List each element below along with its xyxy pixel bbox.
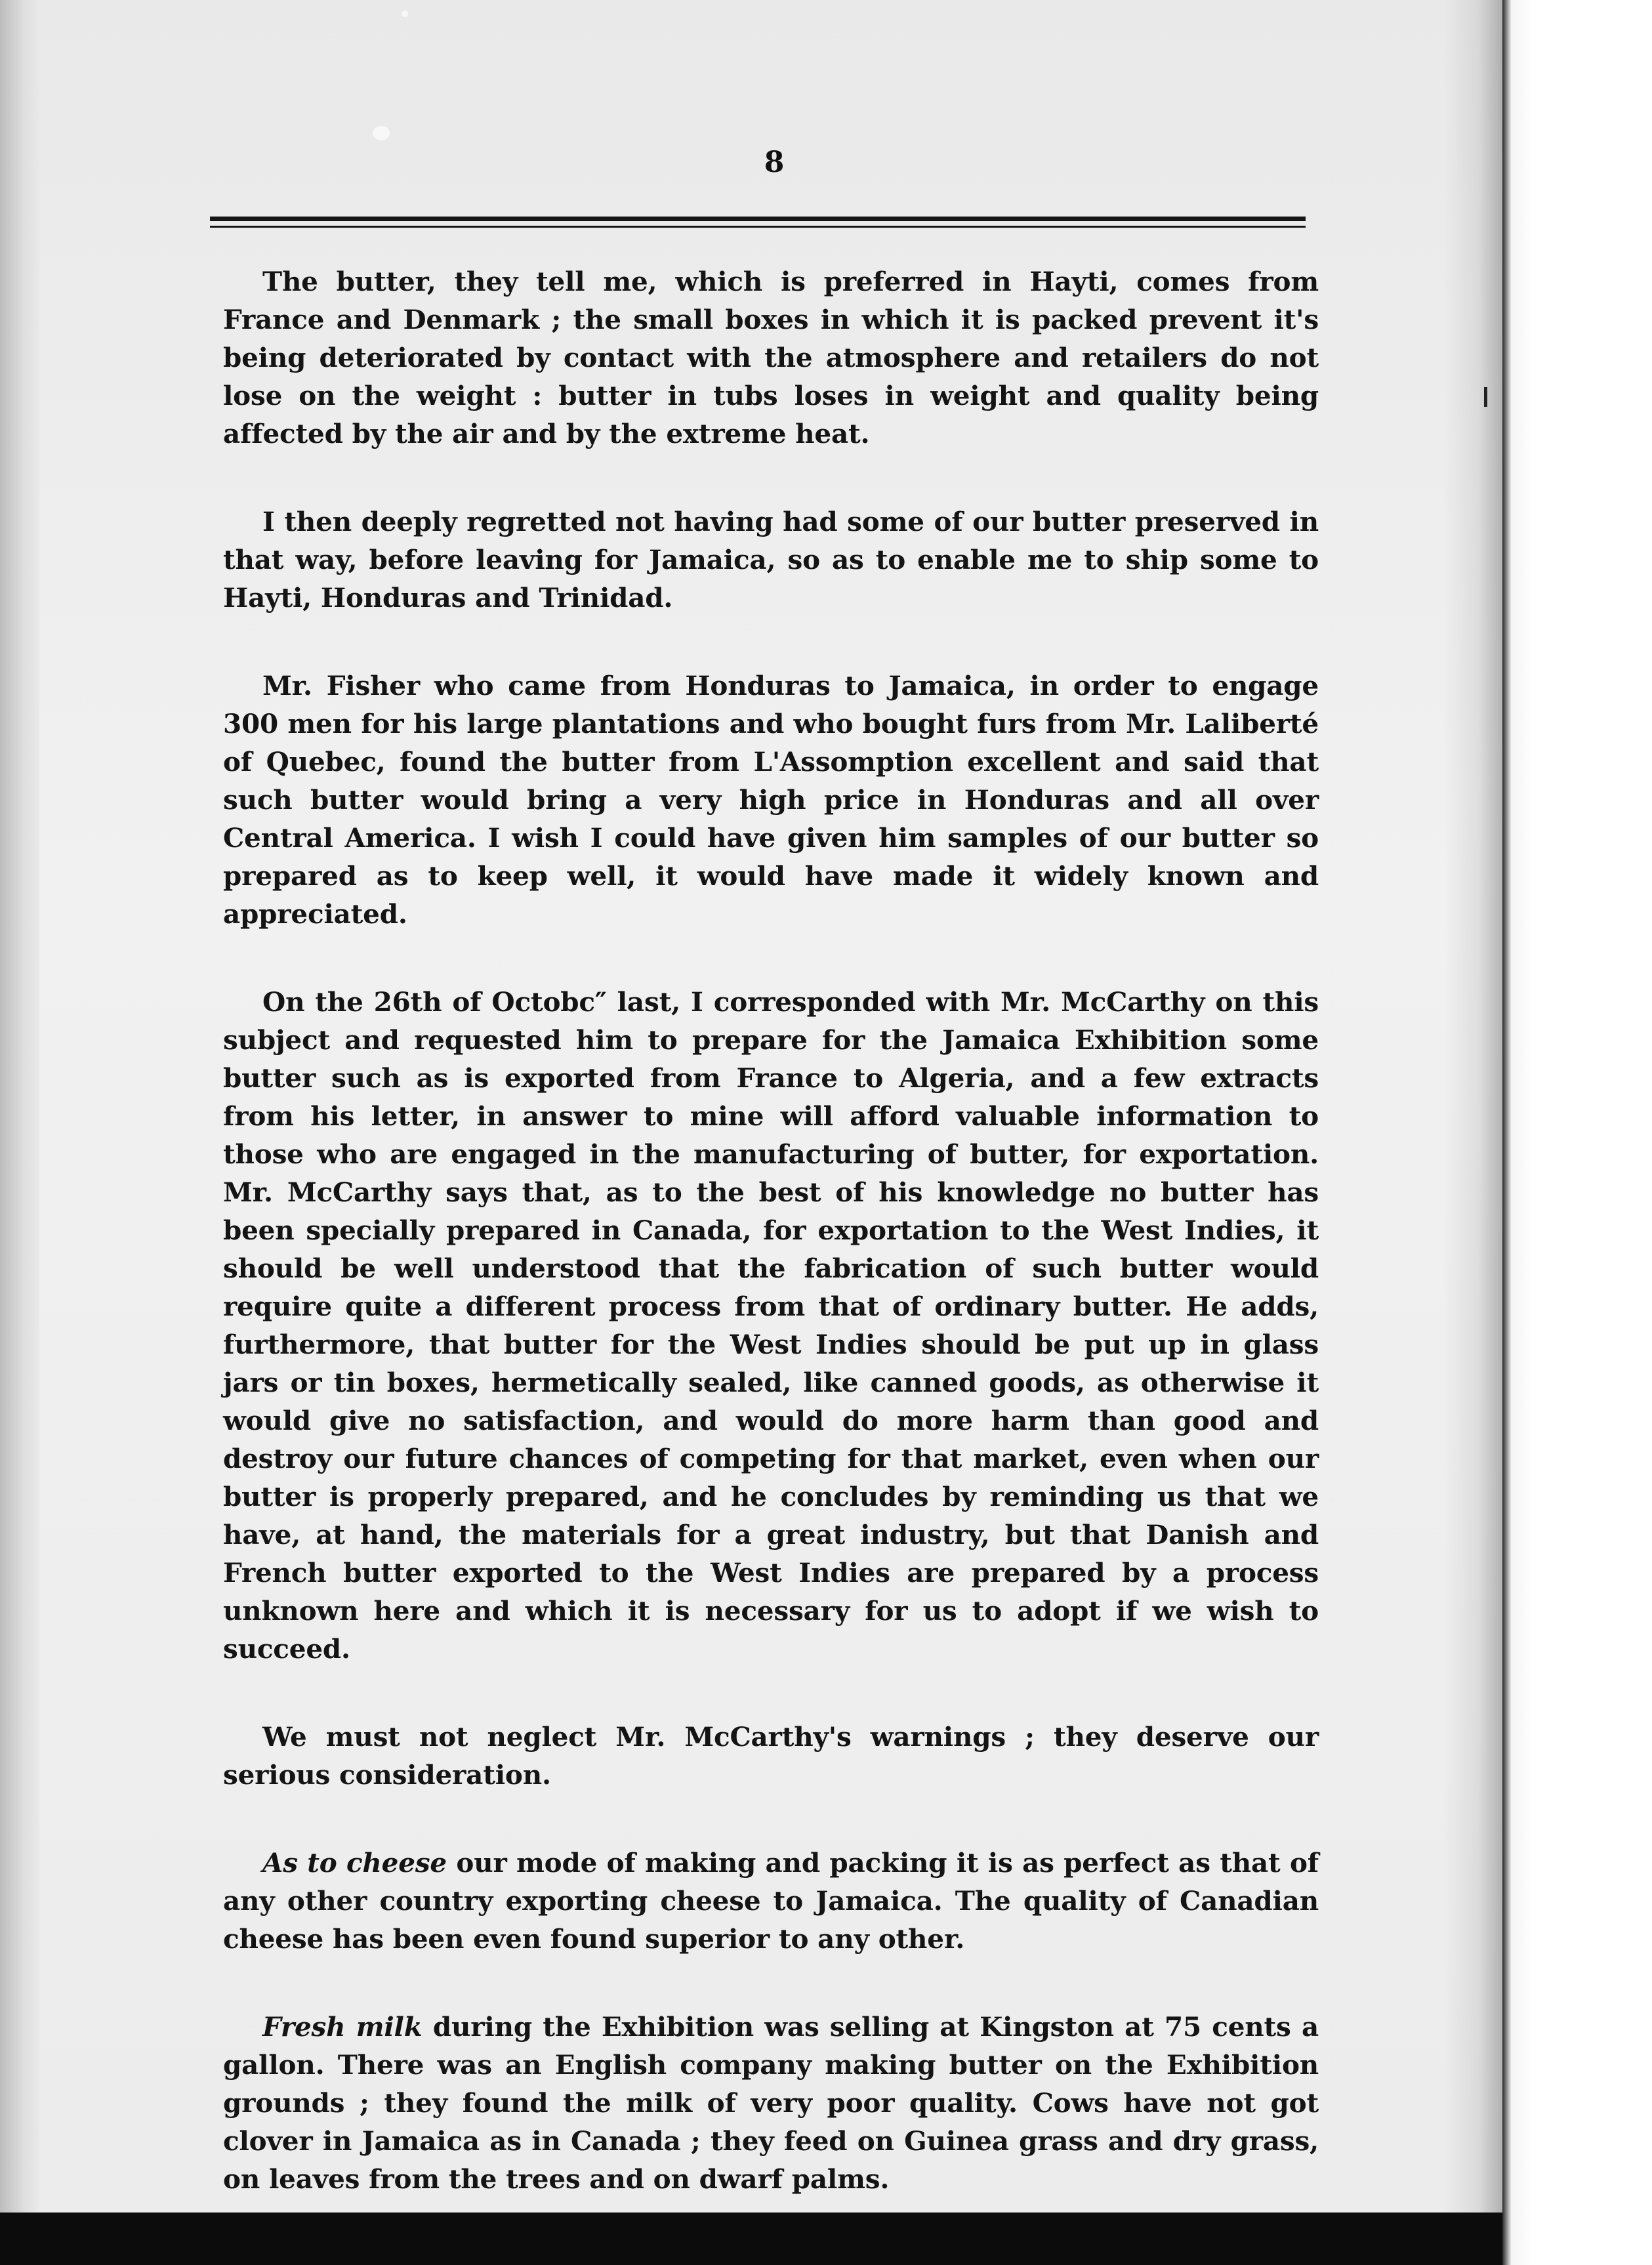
- header-rule-thin: [210, 226, 1306, 228]
- paragraph-text: Mr. Fisher who came from Honduras to Jamaica, in order to engage 300 men for his large plantations and who bought furs from Mr. Laliberté of Quebec, found the butter from L'Assomption excellent and said that such butter would bring a very high price in Honduras and all over Central America. I wish I could have given him samples of our butter so prepared as to keep well, it would have made it widely known and appreciated.: [223, 670, 1319, 930]
- header-rule-thick: [210, 217, 1306, 221]
- page-body: [223, 262, 1319, 2248]
- scan-background-bottom: [0, 2213, 1502, 2265]
- paragraph-regret: [223, 503, 1319, 617]
- paragraph-text: The butter, they tell me, which is preferred in Hayti, comes from France and Denmark ; the small boxes in which it is packed prevent it's being deteriorated by contact with the atmosphere and retailers do not lose on the weight : butter in tubs loses in weight and quality being affected by the air and by the extreme heat.: [223, 266, 1319, 449]
- scan-speck: [402, 10, 408, 17]
- scan-speck: [373, 126, 390, 140]
- paragraph-lead: As to cheese: [262, 1847, 447, 1879]
- paragraph-text: our mode of making and packing it is as perfect as that of any other country exporting cheese to Jamaica. The quality of Canadian cheese has been even found superior to any other.: [223, 1847, 1319, 1955]
- margin-mark: [1484, 387, 1487, 407]
- paragraph-text: On the 26th of Octobc″ last, I corresponded with Mr. McCarthy on this subject and requested him to prepare for the Jamaica Exhibition some butter such as is exported from France to Algeria, and a few extracts from his letter, in answer to mine will afford valuable information to those who are engaged in the manufacturing of butter, for exportation. Mr. McCarthy says that, as to the best of his knowledge no butter has been specially prepared in Canada, for exportation to the West Indies, it should be well understood that the fabrication of such butter would require quite a different process from that of ordinary butter. He adds, furthermore, that butter for the West Indies should be put up in glass jars or tin boxes, hermetically sealed, like canned goods, as otherwise it would give no satisfaction, and would do more harm than good and destroy our future chances of competing for that market, even when our butter is properly prepared, and he concludes by reminding us that we have, at hand, the materials for a great industry, but that Danish and French butter exported to the West Indies are prepared by a process unknown here and which it is necessary for us to adopt if we wish to succeed.: [223, 986, 1319, 1665]
- page-number: 8: [764, 146, 785, 179]
- paragraph-text: We must not neglect Mr. McCarthy's warnings ; they deserve our serious consideration.: [223, 1721, 1319, 1791]
- scan-background-right: [1502, 0, 1652, 2265]
- page-gutter-shadow: [1443, 0, 1502, 2213]
- paragraph-text: I then deeply regretted not having had some of our butter preserved in that way, before leaving for Jamaica, so as to enable me to ship some to Hayti, Honduras and Trinidad.: [223, 506, 1319, 613]
- paragraph-cheese: [223, 1844, 1319, 1958]
- paragraph-text: during the Exhibition was selling at Kingston at 75 cents a gallon. There was an English company making butter on the Exhibition grounds ; they found the milk of very poor quality. Cows have not got clover in Jamaica as in Canada ; they feed on Guinea grass and dry grass, on leaves from the trees and on dwarf palms.: [223, 2011, 1319, 2195]
- paragraph-lead: Fresh milk: [262, 2011, 423, 2043]
- paragraph-butter-preference: [223, 262, 1319, 453]
- paragraph-mr-fisher: [223, 667, 1319, 933]
- paragraph-fresh-milk: [223, 2008, 1319, 2198]
- paragraph-warnings: [223, 1718, 1319, 1794]
- page-left-edge: [0, 0, 39, 2213]
- paragraph-mccarthy-letter: [223, 983, 1319, 1668]
